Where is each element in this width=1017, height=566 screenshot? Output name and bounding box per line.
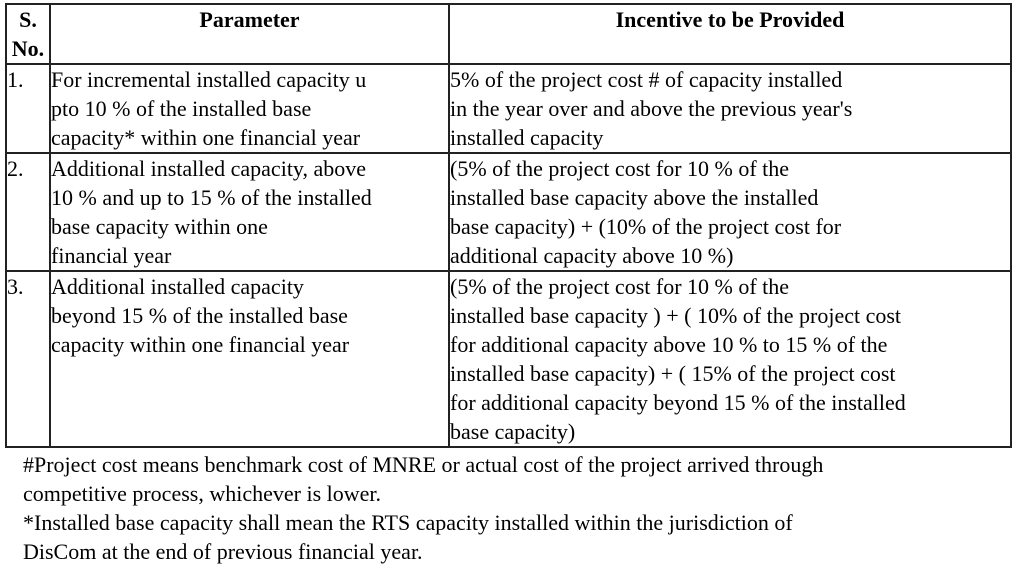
incentive-line: for additional capacity above 10 % to 15 % of the [450,332,888,357]
parameter-line: base capacity within one [51,214,268,239]
incentive-line: (5% of the project cost for 10 % of the [450,274,790,299]
footnote-line: #Project cost means benchmark cost of MNRE or actual cost of the project arrived through [23,452,824,477]
parameter-line: Additional installed capacity [51,274,304,299]
footnotes [5,450,1010,566]
incentive-line: 5% of the project cost # of capacity installed [450,67,843,92]
parameter-line: pto 10 % of the installed base [51,96,312,121]
incentive-line: installed capacity [450,125,604,150]
incentive-line: base capacity) [450,419,576,444]
table-row [6,153,1011,271]
parameter-line: Additional installed capacity, above [51,156,367,181]
row-number: 2. [6,153,50,271]
parameter-line: capacity within one financial year [51,332,350,357]
incentive-table [5,3,1012,448]
parameter-line: beyond 15 % of the installed base [51,303,348,328]
incentive-line: for additional capacity beyond 15 % of the installed [450,390,906,415]
row-number: 3. [6,271,50,447]
parameter-line: 10 % and up to 15 % of the installed [51,185,372,210]
incentive-line: additional capacity above 10 %) [450,243,734,268]
incentive-cell [449,271,1011,447]
row-number: 1. [6,64,50,153]
header-sno-line-1: S. [19,7,37,32]
header-sno [6,4,50,64]
parameter-cell [50,271,449,447]
incentive-cell [449,153,1011,271]
footnote-line: *Installed base capacity shall mean the RTS capacity installed within the jurisdiction of [23,510,793,535]
parameter-cell [50,153,449,271]
header-incentive: Incentive to be Provided [449,4,1011,64]
header-parameter: Parameter [50,4,449,64]
footnote-line: DisCom at the end of previous financial year. [23,539,423,564]
table-header-row [6,4,1011,64]
parameter-line: For incremental installed capacity u [51,67,367,92]
footnote-line: competitive process, whichever is lower. [23,481,382,506]
table-row [6,271,1011,447]
header-sno-line-2: No. [11,36,45,61]
incentive-line: installed base capacity) + ( 15% of the project cost [450,361,896,386]
parameter-line: capacity* within one financial year [51,125,361,150]
parameter-line: financial year [51,243,172,268]
document [5,3,1010,566]
incentive-cell [449,64,1011,153]
incentive-line: installed base capacity ) + ( 10% of the project cost [450,303,902,328]
table-row [6,64,1011,153]
incentive-line: (5% of the project cost for 10 % of the [450,156,790,181]
parameter-cell [50,64,449,153]
incentive-line: base capacity) + (10% of the project cost for [450,214,842,239]
incentive-line: installed base capacity above the installed [450,185,819,210]
incentive-line: in the year over and above the previous year's [450,96,853,121]
